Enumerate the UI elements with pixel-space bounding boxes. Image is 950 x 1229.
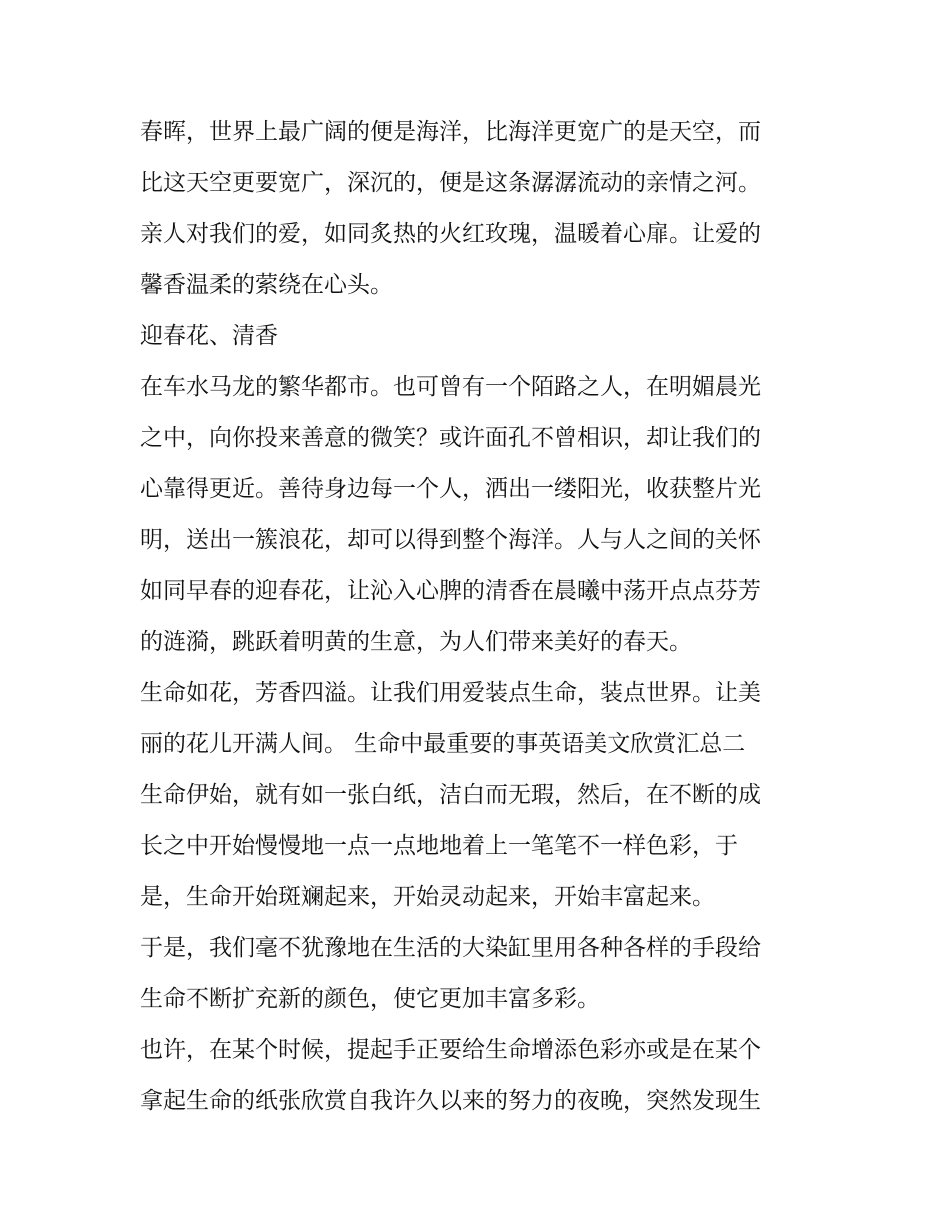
text-line: 是，生命开始斑斓起来，开始灵动起来，开始丰富起来。 bbox=[140, 884, 715, 910]
text-line: 于是，我们毫不犹豫地在生活的大染缸里用各种各样的手段给 bbox=[140, 935, 761, 961]
text-line: 之中，向你投来善意的微笑？或许面孔不曾相识，却让我们的 bbox=[140, 425, 761, 451]
text-line: 明，送出一簇浪花，却可以得到整个海洋。人与人之间的关怀 bbox=[140, 527, 761, 553]
text-line: 拿起生命的纸张欣赏自我许久以来的努力的夜晚，突然发现生 bbox=[140, 1088, 761, 1114]
text-line: 长之中开始慢慢地一点一点地地着上一笔笔不一样色彩，于 bbox=[140, 833, 738, 859]
text-line: 比这天空更要宽广，深沉的，便是这条潺潺流动的亲情之河。 bbox=[140, 170, 761, 196]
document-body bbox=[140, 107, 812, 1127]
text-line: 亲人对我们的爱，如同炙热的火红玫瑰，温暖着心扉。让爱的 bbox=[140, 221, 761, 247]
text-line: 如同早春的迎春花，让沁入心脾的清香在晨曦中荡开点点芬芳 bbox=[140, 578, 761, 604]
text-line: 馨香温柔的萦绕在心头。 bbox=[140, 272, 393, 298]
text-line: 心靠得更近。善待身边每一个人，洒出一缕阳光，收获整片光 bbox=[140, 476, 761, 502]
text-line: 在车水马龙的繁华都市。也可曾有一个陌路之人，在明媚晨光 bbox=[140, 374, 761, 400]
section-heading: 迎春花、清香 bbox=[140, 323, 278, 349]
text-line: 的涟漪，跳跃着明黄的生意，为人们带来美好的春天。 bbox=[140, 629, 692, 655]
text-line: 春晖，世界上最广阔的便是海洋，比海洋更宽广的是天空，而 bbox=[140, 119, 761, 145]
text-line: 生命伊始，就有如一张白纸，洁白而无瑕，然后，在不断的成 bbox=[140, 782, 761, 808]
text-line: 也许，在某个时候，提起手正要给生命增添色彩亦或是在某个 bbox=[140, 1037, 761, 1063]
text-line: 生命如花，芳香四溢。让我们用爱装点生命，装点世界。让美 bbox=[140, 680, 761, 706]
text-line: 生命不断扩充新的颜色，使它更加丰富多彩。 bbox=[140, 986, 600, 1012]
text-line: 丽的花儿开满人间。 生命中最重要的事英语美文欣赏汇总二 bbox=[140, 731, 746, 757]
